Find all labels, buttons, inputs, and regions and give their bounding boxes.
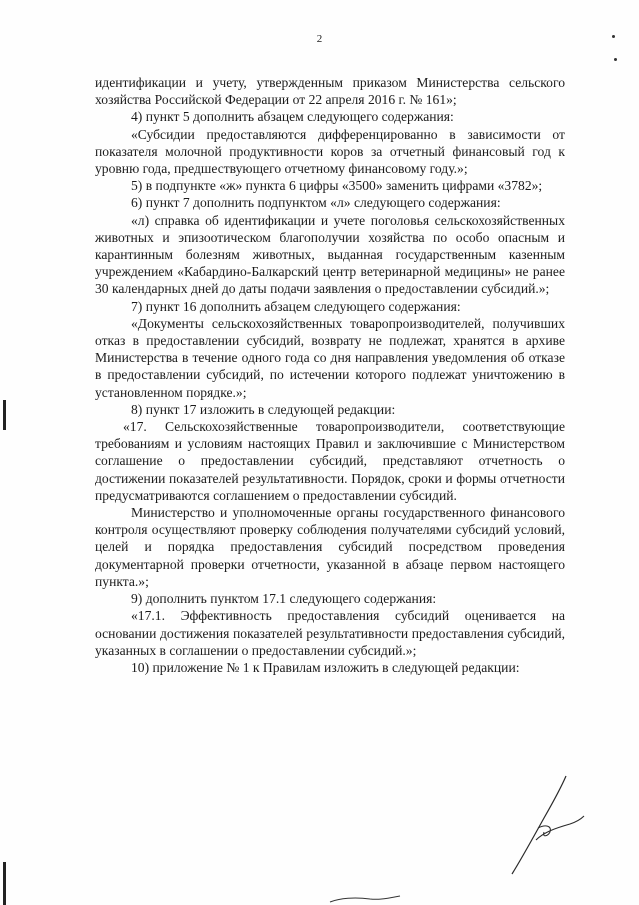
paragraph-item-6-text: «л) справка об идентификации и учете поголовья сельскохозяйственных животных и эпизоотическом благополучии хозяйства по особо опасным и карантинным болезням животных, выданная государственным казенным учреждением «Кабардино-Балкарский центр ветеринарной медицины» не ранее 30 календарных дней до даты подачи заявления о предоставлении субсидий.»;: [95, 212, 565, 297]
paragraph-item-9: 9) дополнить пунктом 17.1 следующего содержания:: [131, 591, 437, 607]
paragraph-item-7-text: «Документы сельскохозяйственных товаропроизводителей, получивших отказ в предоставлении субсидий, возврату не подлежат, хранятся в архиве Министерства в течение одного года со дня направления уведомления об отказе в предоставлении субсидий, по истечении которого подлежат уничтожению в установленном порядке.»;: [95, 315, 565, 400]
paragraph-item-10: 10) приложение № 1 к Правилам изложить в следующей редакции:: [131, 659, 520, 675]
paragraph-item-4: 4) пункт 5 дополнить абзацем следующего содержания:: [131, 109, 454, 125]
signature-image: [500, 770, 590, 880]
paragraph-item-9-text: «17.1. Эффективность предоставления субсидий оценивается на основании достижения показателей результативности предоставления субсидий, указанных в соглашении о предоставлении субсидий.»;: [95, 608, 565, 658]
paragraph-item-6: 6) пункт 7 дополнить подпунктом «л» следующего содержания:: [131, 195, 501, 211]
scan-edge-mark: [3, 400, 6, 430]
page-number: 2: [316, 33, 323, 45]
scan-speck: [612, 35, 615, 38]
paragraph-item-8: 8) пункт 17 изложить в следующей редакции:: [131, 401, 396, 417]
paragraph-item-5: 5) в подпункте «ж» пункта 6 цифры «3500» заменить цифрами «3782»;: [131, 178, 543, 194]
paragraph-item-8-text: «17. Сельскохозяйственные товаропроизводители, соответствующие требованиям и условиям настоящих Правил и заключившие с Министерством соглашение о предоставлении субсидий, представляют отчетность о достижении показателей результативности. Порядок, сроки и формы отчетности предусматриваются соглашением о предоставлении субсидий.: [95, 419, 565, 503]
scan-edge-mark-lower: [3, 862, 6, 905]
paragraph-1: идентификации и учету, утвержденным приказом Министерства сельского хозяйства Российской Федерации от 22 апреля 2016 г. № 161»;: [95, 75, 565, 108]
scan-speck: [614, 58, 617, 61]
cropped-bottom-mark: [300, 890, 420, 905]
paragraph-item-8-text-2: Министерство и уполномоченные органы государственного финансового контроля осуществляют проверку соблюдения получателями субсидий условий, целей и порядка предоставления субсидий посредством проведения документарной проверки отчетности, указанной в абзаце первом настоящего пункта.»;: [95, 505, 565, 589]
document-body: [95, 74, 565, 676]
paragraph-item-7: 7) пункт 16 дополнить абзацем следующего содержания:: [131, 298, 461, 314]
paragraph-item-4-text: «Субсидии предоставляются дифференцированно в зависимости от показателя молочной продуктивности коров за отчетный финансовый год к уровню года, предшествующего отчетному финансовому году.»;: [95, 126, 565, 177]
